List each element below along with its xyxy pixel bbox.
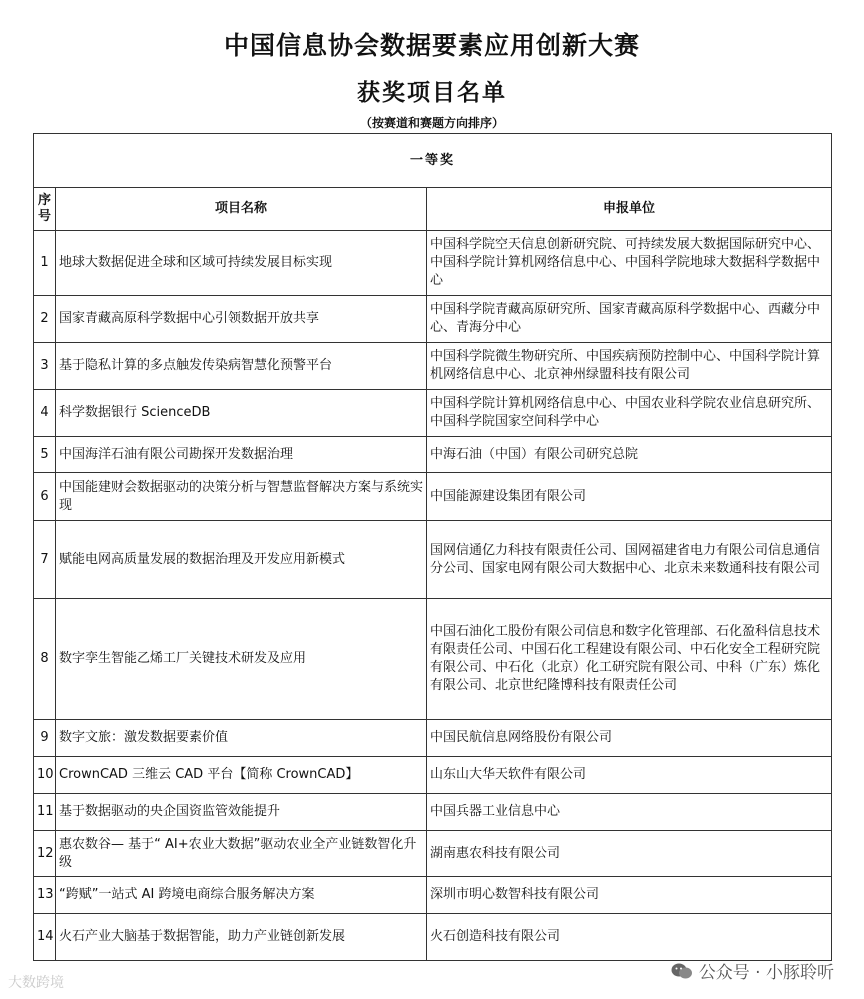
table-row	[34, 390, 832, 437]
applicant-unit: 深圳市明心数智科技有限公司	[427, 877, 832, 914]
column-header-name: 项目名称	[56, 188, 427, 231]
document-title: 中国信息协会数据要素应用创新大赛	[223, 31, 640, 60]
watermark-left: 大数跨境	[8, 975, 64, 991]
row-number: 3	[34, 343, 56, 390]
column-header-unit: 申报单位	[427, 188, 832, 231]
row-number: 1	[34, 231, 56, 296]
applicant-unit: 火石创造科技有限公司	[427, 914, 832, 961]
applicant-unit: 中国民航信息网络股份有限公司	[427, 720, 832, 757]
applicant-unit: 中国科学院青藏高原研究所、国家青藏高原科学数据中心、西藏分中心、青海分中心	[427, 296, 832, 343]
row-number: 5	[34, 437, 56, 473]
project-name: 国家青藏高原科学数据中心引领数据开放共享	[56, 296, 427, 343]
applicant-unit: 湖南惠农科技有限公司	[427, 831, 832, 877]
row-number: 8	[34, 599, 56, 720]
project-name: 惠农数谷— 基于“ AI+农业大数据”驱动农业全产业链数智化升级	[56, 831, 427, 877]
project-name: 科学数据银行 ScienceDB	[56, 390, 427, 437]
project-name: 赋能电网高质量发展的数据治理及开发应用新模式	[56, 521, 427, 599]
row-number: 9	[34, 720, 56, 757]
project-name: CrownCAD 三维云 CAD 平台【简称 CrownCAD】	[56, 757, 427, 794]
row-number: 13	[34, 877, 56, 914]
sort-note: （按赛道和赛题方向排序）	[359, 116, 504, 130]
table-row	[34, 877, 832, 914]
watermark-right-text: 公众号 · 小豚聆听	[698, 963, 834, 983]
tier-row	[34, 134, 832, 188]
table-row	[34, 473, 832, 521]
row-number: 12	[34, 831, 56, 877]
table-row	[34, 720, 832, 757]
row-number: 14	[34, 914, 56, 961]
row-number: 10	[34, 757, 56, 794]
project-name: “跨赋”一站式 AI 跨境电商综合服务解决方案	[56, 877, 427, 914]
table-row	[34, 437, 832, 473]
applicant-unit: 中国科学院微生物研究所、中国疾病预防控制中心、中国科学院计算机网络信息中心、北京神州绿盟科技有限公司	[427, 343, 832, 390]
table-row	[34, 599, 832, 720]
row-number: 7	[34, 521, 56, 599]
project-name: 中国海洋石油有限公司勘探开发数据治理	[56, 437, 427, 473]
table-row	[34, 343, 832, 390]
applicant-unit: 中国兵器工业信息中心	[427, 794, 832, 831]
column-header-no: 序号	[34, 188, 56, 231]
project-name: 地球大数据促进全球和区域可持续发展目标实现	[56, 231, 427, 296]
applicant-unit: 中国科学院计算机网络信息中心、中国农业科学院农业信息研究所、中国科学院国家空间科学中心	[427, 390, 832, 437]
table-row	[34, 231, 832, 296]
row-number: 6	[34, 473, 56, 521]
document-subtitle: 获奖项目名单	[357, 79, 507, 106]
table-row	[34, 914, 832, 961]
table-row	[34, 831, 832, 877]
project-name: 数字孪生智能乙烯工厂关键技术研发及应用	[56, 599, 427, 720]
row-number: 2	[34, 296, 56, 343]
table-row	[34, 794, 832, 831]
wechat-icon	[671, 962, 693, 980]
applicant-unit: 山东山大华天软件有限公司	[427, 757, 832, 794]
project-name: 数字文旅：激发数据要素价值	[56, 720, 427, 757]
project-name: 基于数据驱动的央企国资监管效能提升	[56, 794, 427, 831]
table-row	[34, 296, 832, 343]
applicant-unit: 中海石油（中国）有限公司研究总院	[427, 437, 832, 473]
watermark-right	[671, 958, 834, 983]
row-number: 4	[34, 390, 56, 437]
applicant-unit: 中国科学院空天信息创新研究院、可持续发展大数据国际研究中心、中国科学院计算机网络信息中心、中国科学院地球大数据科学数据中心	[427, 231, 832, 296]
project-name: 火石产业大脑基于数据智能，助力产业链创新发展	[56, 914, 427, 961]
project-name: 基于隐私计算的多点触发传染病智慧化预警平台	[56, 343, 427, 390]
applicant-unit: 中国石油化工股份有限公司信息和数字化管理部、石化盈科信息技术有限责任公司、中国石化工程建设有限公司、中石化安全工程研究院有限公司、中石化（北京）化工研究院有限公司、中科（广东）炼化有限公司、北京世纪隆博科技有限责任公司	[427, 599, 832, 720]
table-row	[34, 521, 832, 599]
tier-label: 一等奖	[34, 134, 832, 188]
applicant-unit: 国网信通亿力科技有限责任公司、国网福建省电力有限公司信息通信分公司、国家电网有限公司大数据中心、北京未来数通科技有限公司	[427, 521, 832, 599]
row-number: 11	[34, 794, 56, 831]
project-name: 中国能建财会数据驱动的决策分析与智慧监督解决方案与系统实现	[56, 473, 427, 521]
table-row	[34, 757, 832, 794]
applicant-unit: 中国能源建设集团有限公司	[427, 473, 832, 521]
awards-table	[33, 133, 832, 961]
header-row	[34, 188, 832, 231]
